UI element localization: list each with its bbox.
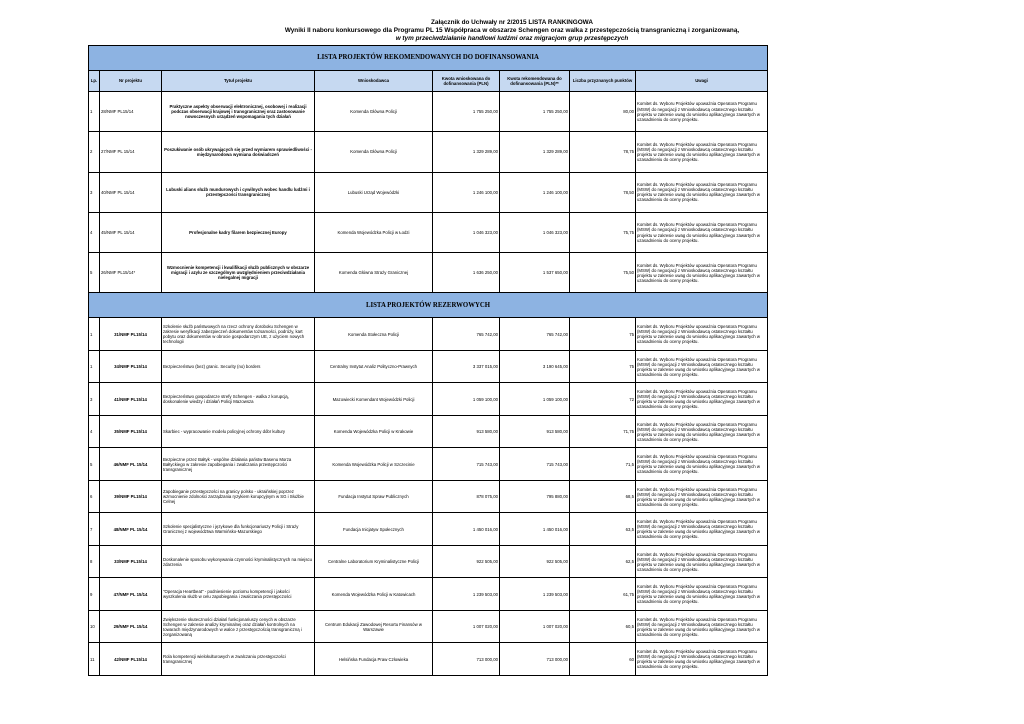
cell-recommended: 913 580,00: [500, 415, 570, 448]
cell-lp: 7: [89, 513, 100, 546]
section-reserve-row: [89, 293, 768, 318]
cell-lp: 1: [89, 92, 100, 132]
cell-number: 29/NMF PL 15/14: [100, 610, 162, 643]
col-recommended-header: Kwota rekomendowana do dofinansowania (PLN)**: [500, 71, 570, 92]
cell-notes: Komitet ds. Wyboru Projektów upoważnia Operatora Programu (MSW) do negocjacji z Wnioskodawcą ostatecznego kształtu projektu w zakresie uwag do wniosku aplikacyjnego zawartych w uzasadnieniu do oceny projektu.: [636, 415, 768, 448]
table-row: [89, 610, 768, 643]
cell-title: Wzmocnienie kompetencji i kwalifikacji służb publicznych w obszarze migracji i azylu ze szczególnym uwzględnieniem przeciwdziałania nielegalnej migracji: [162, 253, 315, 293]
cell-points: 80,00: [570, 92, 636, 132]
cell-applicant: Centralny Instytut Analiz Polityczno-Prawnych: [315, 350, 433, 383]
cell-recommended: 922 505,00: [500, 545, 570, 578]
cell-lp: 11: [89, 643, 100, 676]
cell-lp: 4: [89, 212, 100, 252]
cell-requested: 1 246 100,00: [433, 172, 500, 212]
cell-notes: Komitet ds. Wyboru Projektów upoważnia Operatora Programu (MSW) do negocjacji z Wnioskodawcą ostatecznego kształtu projektu w zakresie uwag do wniosku aplikacyjnego zawartych w uzasadnieniu do oceny projektu.: [636, 132, 768, 172]
table-row: [89, 172, 768, 212]
cell-notes: Komitet ds. Wyboru Projektów upoważnia Operatora Programu (MSW) do negocjacji z Wnioskodawcą ostatecznego kształtu projektu w zakresie uwag do wniosku aplikacyjnego zawartych w uzasadnieniu do oceny projektu.: [636, 383, 768, 416]
cell-requested: 1 059 100,00: [433, 383, 500, 416]
ranking-table: [88, 45, 768, 676]
cell-applicant: Komenda Wojewódzka Policji w Krakowie: [315, 415, 433, 448]
table-row: [89, 578, 768, 611]
table-row: [89, 383, 768, 416]
cell-lp: 5: [89, 253, 100, 293]
table-row: [89, 212, 768, 252]
cell-title: Skarbiec - wypracowanie modelu policyjnej ochrony dóbr kultury: [162, 415, 315, 448]
cell-lp: 1: [89, 350, 100, 383]
col-notes-header: Uwagi: [636, 71, 768, 92]
cell-requested: 765 742,00: [433, 318, 500, 351]
cell-applicant: Komenda Główna Policji: [315, 132, 433, 172]
cell-applicant: Centrum Edukacji Zawodowej Resortu Finansów w Warszawie: [315, 610, 433, 643]
cell-lp: 4: [89, 415, 100, 448]
cell-notes: Komitet ds. Wyboru Projektów upoważnia Operatora Programu (MSW) do negocjacji z Wnioskodawcą ostatecznego kształtu projektu w zakresie uwag do wniosku aplikacyjnego zawartych w uzasadnieniu do oceny projektu.: [636, 448, 768, 481]
table-row: [89, 545, 768, 578]
cell-number: 45/NMF PL 15/14: [100, 212, 162, 252]
cell-points: 63,5: [570, 513, 636, 546]
cell-title: Praktyczne aspekty obserwacji elektronicznej, osobowej i realizacji podczas obserwacji krajowej i transgranicznej oraz zastosowanie nowoczesnych urządzeń wspomagania tych działań: [162, 92, 315, 132]
cell-number: 31/NMF PL15/14: [100, 318, 162, 351]
cell-requested: 1 007 020,00: [433, 610, 500, 643]
table-row: [89, 643, 768, 676]
cell-applicant: Komenda Główna Straży Granicznej: [315, 253, 433, 293]
cell-applicant: Fundacja Inicjatyw Społecznych: [315, 513, 433, 546]
table-row: [89, 92, 768, 132]
cell-points: 60,5: [570, 610, 636, 643]
cell-title: "Operacja Heartbeat" - podniesienie poziomu kompetencji i jakości wyszkolenia służb w celu zapobiegania i zwalczania przestępczości: [162, 578, 315, 611]
cell-number: 33/NMF PL15/14: [100, 545, 162, 578]
cell-number: 42/NMF PL15/14: [100, 643, 162, 676]
cell-notes: Komitet ds. Wyboru Projektów upoważnia Operatora Programu (MSW) do negocjacji z Wnioskodawcą ostatecznego kształtu projektu w zakresie uwag do wniosku aplikacyjnego zawartych w uzasadnieniu do oceny projektu.: [636, 610, 768, 643]
col-number-header: Nr projektu: [100, 71, 162, 92]
cell-notes: Komitet ds. Wyboru Projektów upoważnia Operatora Programu (MSW) do negocjacji z Wnioskodawcą ostatecznego kształtu projektu w zakresie uwag do wniosku aplikacyjnego zawartych w uzasadnieniu do oceny projektu.: [636, 545, 768, 578]
cell-requested: 913 580,00: [433, 415, 500, 448]
cell-notes: Komitet ds. Wyboru Projektów upoważnia Operatora Programu (MSW) do negocjacji z Wnioskodawcą ostatecznego kształtu projektu w zakresie uwag do wniosku aplikacyjnego zawartych w uzasadnieniu do oceny projektu.: [636, 578, 768, 611]
cell-title: Zwiększenie skuteczności działań funkcjonariuszy cenych w obszarze Schengen w zakresie analizy kryminalnej oraz działań kontrolnych na towarach międzynarodowych w walce z przestępczością transgraniczną i zorganizowaną: [162, 610, 315, 643]
cell-number: 41/NMF PL15/14: [100, 383, 162, 416]
cell-points: 75: [570, 350, 636, 383]
cell-notes: Komitet ds. Wyboru Projektów upoważnia Operatora Programu (MSW) do negocjacji z Wnioskodawcą ostatecznego kształtu projektu w zakresie uwag do wniosku aplikacyjnego zawartych w uzasadnieniu do oceny projektu.: [636, 350, 768, 383]
cell-title: Szkolenie specjalistyczne i językowe dla funkcjonariuszy Policji i Straży Granicznej z województwa Warmińsko-Mazurskiego: [162, 513, 315, 546]
header-line-1: Załącznik do Uchwały nr 2/2015 LISTA RANKINGOWA: [431, 19, 593, 26]
cell-points: 78,75: [570, 132, 636, 172]
cell-requested: 1 239 503,00: [433, 578, 500, 611]
cell-notes: Komitet ds. Wyboru Projektów upoważnia Operatora Programu (MSW) do negocjacji z Wnioskodawcą ostatecznego kształtu projektu w zakresie uwag do wniosku aplikacyjnego zawartych w uzasadnieniu do oceny projektu.: [636, 480, 768, 513]
cell-number: 39/NMF PL15/14: [100, 480, 162, 513]
cell-recommended: 713 000,00: [500, 643, 570, 676]
cell-notes: Komitet ds. Wyboru Projektów upoważnia Operatora Programu (MSW) do negocjacji z Wnioskodawcą ostatecznego kształtu projektu w zakresie uwag do wniosku aplikacyjnego zawartych w uzasadnieniu do oceny projektu.: [636, 92, 768, 132]
column-header-row: [89, 71, 768, 92]
header-line-3: w tym przeciwdziałanie handlowi ludźmi oraz migracjom grup przestępczych: [395, 35, 629, 43]
cell-number: 34/NMF PL15/14: [100, 350, 162, 383]
cell-title: Bezpieczeństwo gospodarcze strefy Schengen - walka z korupcją, doskonalenie wiedzy i działań Policji Mazowsza: [162, 383, 315, 416]
table-row: [89, 253, 768, 293]
cell-points: 75,50: [570, 253, 636, 293]
cell-applicant: Fundacja Instytut Spraw Publicznych: [315, 480, 433, 513]
cell-applicant: Komenda Wojewódzka Policji w Łodzi: [315, 212, 433, 252]
cell-recommended: 1 329 289,00: [500, 132, 570, 172]
cell-number: 46/NMF PL 15/14: [100, 448, 162, 481]
cell-points: 71,75: [570, 415, 636, 448]
cell-points: 60: [570, 643, 636, 676]
table-row: [89, 448, 768, 481]
cell-number: 48/NMF PL 15/14: [100, 513, 162, 546]
cell-lp: 1: [89, 318, 100, 351]
cell-number: 27/NMF PL 15/14: [100, 132, 162, 172]
cell-points: 68,5: [570, 480, 636, 513]
col-applicant-header: Wnioskodawca: [315, 71, 433, 92]
cell-applicant: Komenda Wojewódzka Policji w Katowicach: [315, 578, 433, 611]
cell-title: Lubuski alians służb mundurowych i cywilnych wobec handlu ludźmi i przestępczości transgranicznej: [162, 172, 315, 212]
cell-points: 75,75: [570, 212, 636, 252]
cell-applicant: Mazowiecki Komendant Wojewódzki Policji: [315, 383, 433, 416]
cell-lp: 3: [89, 172, 100, 212]
cell-recommended: 1 246 100,00: [500, 172, 570, 212]
cell-recommended: 1 755 250,00: [500, 92, 570, 132]
cell-lp: 8: [89, 545, 100, 578]
cell-title: Profesjonalne kadry filarem bezpiecznej Europy: [162, 212, 315, 252]
table-row: [89, 132, 768, 172]
cell-number: 40/NMF PL 15/14: [100, 172, 162, 212]
cell-title: Bezpieczeństwo (bez) granic. Security (no) borders: [162, 350, 315, 383]
cell-applicant: Centralne Laboratorium Kryminalistyczne Policji: [315, 545, 433, 578]
cell-recommended: 1 537 650,00: [500, 253, 570, 293]
cell-recommended: 1 239 503,00: [500, 578, 570, 611]
col-title-header: Tytuł projektu: [162, 71, 315, 92]
cell-title: Bezpieczne przez Bałtyk - wspólne działania państw Basenu Morza Bałtyckiego w zakresie zapobiegania i zwalczania przestępczości transgranicznej: [162, 448, 315, 481]
table-row: [89, 350, 768, 383]
cell-applicant: Lubuski Urząd Wojewódzki: [315, 172, 433, 212]
document-header: [0, 19, 1024, 44]
table-row: [89, 415, 768, 448]
cell-lp: 5: [89, 448, 100, 481]
cell-points: 72: [570, 383, 636, 416]
section-reserve-title: LISTA PROJEKTÓW REZERWOWYCH: [89, 293, 768, 318]
cell-requested: 1 329 289,00: [433, 132, 500, 172]
cell-title: Szkolenie służb państwowych na rzecz ochrony doroboku Schengen w zakresie weryfikacji zabezpieczeń dokumentów tożsamości, podróży, kart pobytu oraz dokumentów w obrocie gospodarczym UE, z użyciem nowych technologii: [162, 318, 315, 351]
col-points-header: Liczba przyznanych punktów: [570, 71, 636, 92]
cell-points: 78,50: [570, 172, 636, 212]
cell-number: 35/NMF PL15/14: [100, 415, 162, 448]
col-requested-header: Kwota wnioskowana do dofinansowania (PLN): [433, 71, 500, 92]
cell-lp: 3: [89, 383, 100, 416]
cell-notes: Komitet ds. Wyboru Projektów upoważnia Operatora Programu (MSW) do negocjacji z Wnioskodawcą ostatecznego kształtu projektu w zakresie uwag do wniosku aplikacyjnego zawartych w uzasadnieniu do oceny projektu.: [636, 212, 768, 252]
cell-number: 28/NMF PL15/14: [100, 92, 162, 132]
header-line-2: Wyniki II naboru konkursowego dla Programu PL 15 Współpraca w obszarze Schengen oraz walka z przestępczością transgraniczną i zorganizowaną,: [284, 27, 740, 35]
cell-points: 71,5: [570, 448, 636, 481]
cell-title: Doskonalenie sposobu wykonywania czynności kryminalistycznych na miejscu zdarzenia: [162, 545, 315, 578]
col-lp-header: Lp.: [89, 71, 100, 92]
cell-requested: 1 046 323,00: [433, 212, 500, 252]
cell-requested: 1 755 250,00: [433, 92, 500, 132]
cell-points: 61,75: [570, 578, 636, 611]
cell-requested: 878 075,00: [433, 480, 500, 513]
cell-recommended: 795 880,00: [500, 480, 570, 513]
cell-notes: Komitet ds. Wyboru Projektów upoważnia Operatora Programu (MSW) do negocjacji z Wnioskodawcą ostatecznego kształtu projektu w zakresie uwag do wniosku aplikacyjnego zawartych w uzasadnieniu do oceny projektu.: [636, 172, 768, 212]
cell-requested: 713 000,00: [433, 643, 500, 676]
cell-number: 47/NMF PL 15/14: [100, 578, 162, 611]
cell-lp: 6: [89, 480, 100, 513]
cell-requested: 3 337 015,00: [433, 350, 500, 383]
cell-lp: 9: [89, 578, 100, 611]
section-recommended-row: [89, 46, 768, 71]
table-row: [89, 513, 768, 546]
cell-applicant: Komenda Główna Policji: [315, 92, 433, 132]
cell-requested: 1 450 016,00: [433, 513, 500, 546]
cell-applicant: Komenda Wojewódzka Policji w Szczecinie: [315, 448, 433, 481]
cell-points: 62,5: [570, 545, 636, 578]
cell-title: Poszukiwanie osób ukrywających się przed wymiarem sprawiedliwości - międzynarodowa wymiana doświadczeń: [162, 132, 315, 172]
cell-notes: Komitet ds. Wyboru Projektów upoważnia Operatora Programu (MSW) do negocjacji z Wnioskodawcą ostatecznego kształtu projektu w zakresie uwag do wniosku aplikacyjnego zawartych w uzasadnieniu do oceny projektu.: [636, 318, 768, 351]
cell-notes: Komitet ds. Wyboru Projektów upoważnia Operatora Programu (MSW) do negocjacji z Wnioskodawcą ostatecznego kształtu projektu w zakresie uwag do wniosku aplikacyjnego zawartych w uzasadnieniu do oceny projektu.: [636, 643, 768, 676]
cell-recommended: 1 046 323,00: [500, 212, 570, 252]
cell-notes: Komitet ds. Wyboru Projektów upoważnia Operatora Programu (MSW) do negocjacji z Wnioskodawcą ostatecznego kształtu projektu w zakresie uwag do wniosku aplikacyjnego zawartych w uzasadnieniu do oceny projektu.: [636, 253, 768, 293]
cell-applicant: Komenda Stołeczna Policji: [315, 318, 433, 351]
cell-lp: 2: [89, 132, 100, 172]
cell-notes: Komitet ds. Wyboru Projektów upoważnia Operatora Programu (MSW) do negocjacji z Wnioskodawcą ostatecznego kształtu projektu w zakresie uwag do wniosku aplikacyjnego zawartych w uzasadnieniu do oceny projektu.: [636, 513, 768, 546]
section-recommended-title: LISTA PROJEKTÓW REKOMENDOWANYCH DO DOFINANSOWANIA: [89, 46, 768, 71]
cell-requested: 922 505,00: [433, 545, 500, 578]
cell-title: Rola kompetencji wielokulturowych w zwalczaniu przestępczości transgranicznej: [162, 643, 315, 676]
cell-points: 75: [570, 318, 636, 351]
cell-recommended: 1 450 016,00: [500, 513, 570, 546]
cell-number: 26/NMF PL15/14*: [100, 253, 162, 293]
cell-lp: 10: [89, 610, 100, 643]
cell-recommended: 1 007 020,00: [500, 610, 570, 643]
cell-recommended: 1 059 100,00: [500, 383, 570, 416]
cell-title: Zapobieganie przestępczości na granicy polsko - ukraińskiej poprzez wzmocnienie zdolności zarządzania ryzykiem korupcyjnym w SG i Służbie Celnej: [162, 480, 315, 513]
cell-applicant: Helsińska Fundacja Praw Człowieka: [315, 643, 433, 676]
cell-recommended: 765 742,00: [500, 318, 570, 351]
table-row: [89, 480, 768, 513]
cell-requested: 715 743,00: [433, 448, 500, 481]
cell-recommended: 715 743,00: [500, 448, 570, 481]
cell-requested: 1 636 250,00: [433, 253, 500, 293]
table-row: [89, 318, 768, 351]
cell-recommended: 3 190 645,00: [500, 350, 570, 383]
